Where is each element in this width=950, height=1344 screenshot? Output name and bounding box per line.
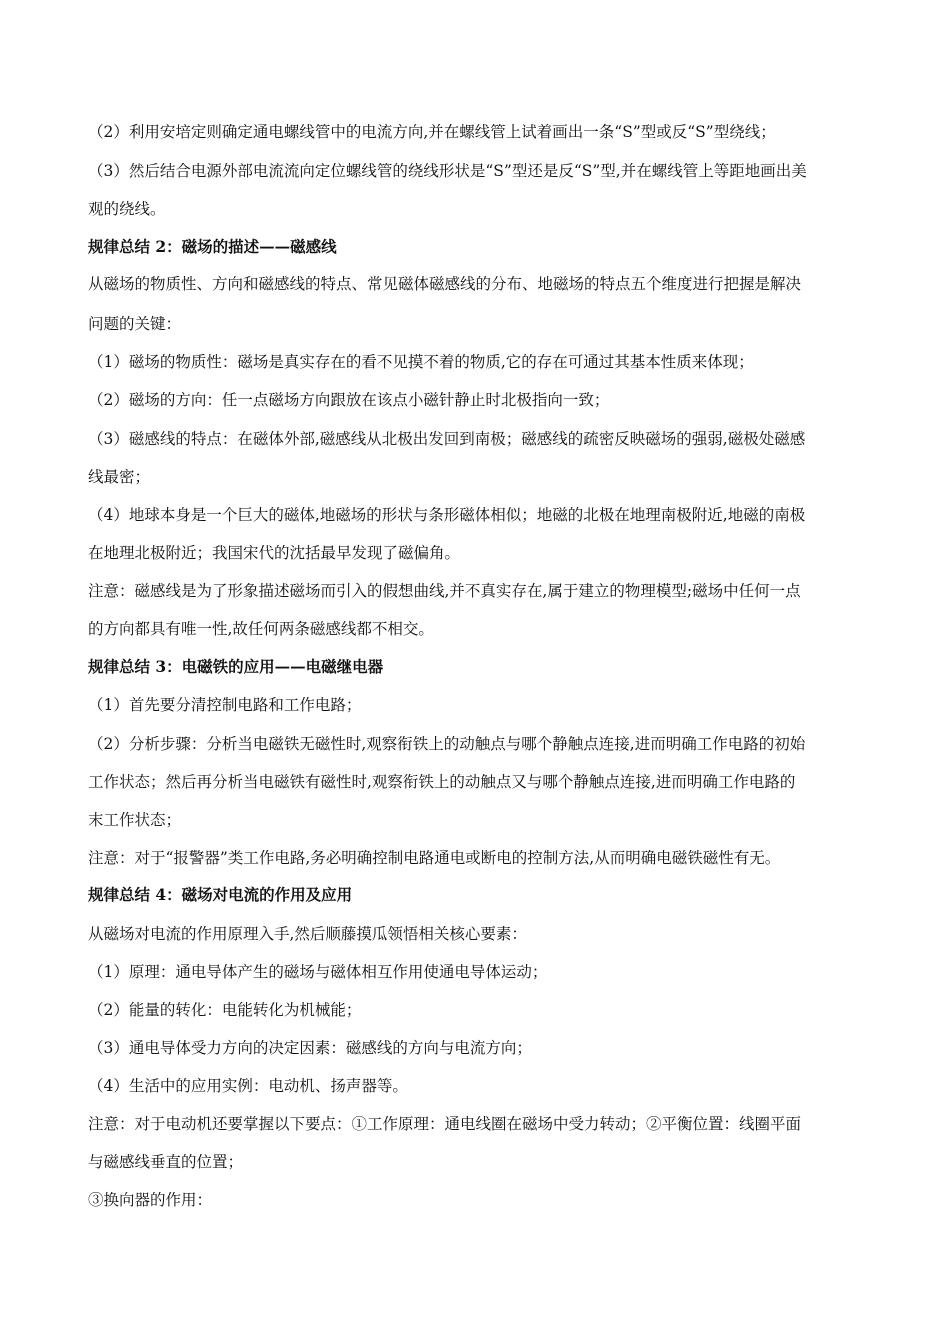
text-line: 注意：对于电动机还要掌握以下要点：①工作原理：通电线圈在磁场中受力转动；②平衡位置：线圈平面 [88, 1115, 802, 1133]
text-line: 从磁场对电流的作用原理入手,然后顺藤摸瓜领悟相关核心要素： [88, 925, 527, 943]
text-line: 在地理北极附近；我国宋代的沈括最早发现了磁偏角。 [88, 544, 461, 562]
text-line: 与磁感线垂直的位置； [88, 1153, 244, 1171]
section-heading: 规律总结 2：磁场的描述——磁感线 [88, 237, 337, 256]
text-line: （1）磁场的物质性：磁场是真实存在的看不见摸不着的物质,它的存在可通过其基本性质来体现； [88, 353, 754, 371]
section-heading: 规律总结 3：电磁铁的应用——电磁继电器 [88, 657, 384, 676]
text-line: ③换向器的作用： [88, 1191, 213, 1209]
text-line: （2）磁场的方向：任一点磁场方向跟放在该点小磁针静止时北极指向一致； [88, 391, 610, 409]
text-line: 的方向都具有唯一性,故任何两条磁感线都不相交。 [88, 620, 434, 638]
text-line: （3）通电导体受力方向的决定因素：磁感线的方向与电流方向； [88, 1039, 532, 1057]
text-line: 末工作状态； [88, 811, 182, 829]
text-line: 问题的关键： [88, 315, 182, 333]
text-line: （3）然后结合电源外部电流流向定位螺线管的绕线形状是“S”型还是反“S”型,并在螺线管上等距地画出美 [88, 162, 807, 180]
text-line: 线最密； [88, 468, 151, 486]
text-line: 从磁场的物质性、方向和磁感线的特点、常见磁体磁感线的分布、地磁场的特点五个维度进行把握是解决 [88, 275, 802, 293]
section-heading: 规律总结 4：磁场对电流的作用及应用 [88, 885, 353, 904]
text-line: （1）首先要分清控制电路和工作电路； [88, 696, 362, 714]
text-line: （2）利用安培定则确定通电螺线管中的电流方向,并在螺线管上试着画出一条“S”型或反“S”型绕线； [88, 123, 776, 141]
text-line: （4）地球本身是一个巨大的磁体,地磁场的形状与条形磁体相似；地磁的北极在地理南极附近,地磁的南极 [88, 506, 806, 524]
text-line: 注意：对于“报警器”类工作电路,务必明确控制电路通电或断电的控制方法,从而明确电磁铁磁性有无。 [88, 849, 781, 867]
text-line: 注意：磁感线是为了形象描述磁场而引入的假想曲线,并不真实存在,属于建立的物理模型;磁场中任何一点 [88, 582, 801, 600]
text-line: （2）能量的转化：电能转化为机械能； [88, 1001, 362, 1019]
text-line: （4）生活中的应用实例：电动机、扬声器等。 [88, 1077, 408, 1095]
text-line: 工作状态；然后再分析当电磁铁有磁性时,观察衔铁上的动触点又与哪个静触点连接,进而明确工作电路的 [88, 773, 796, 791]
text-line: 观的绕线。 [88, 200, 166, 218]
text-line: （3）磁感线的特点：在磁体外部,磁感线从北极出发回到南极；磁感线的疏密反映磁场的强弱,磁极处磁感 [88, 430, 806, 448]
text-line: （1）原理：通电导体产生的磁场与磁体相互作用使通电导体运动； [88, 963, 548, 981]
text-line: （2）分析步骤：分析当电磁铁无磁性时,观察衔铁上的动触点与哪个静触点连接,进而明确工作电路的初始 [88, 735, 806, 753]
